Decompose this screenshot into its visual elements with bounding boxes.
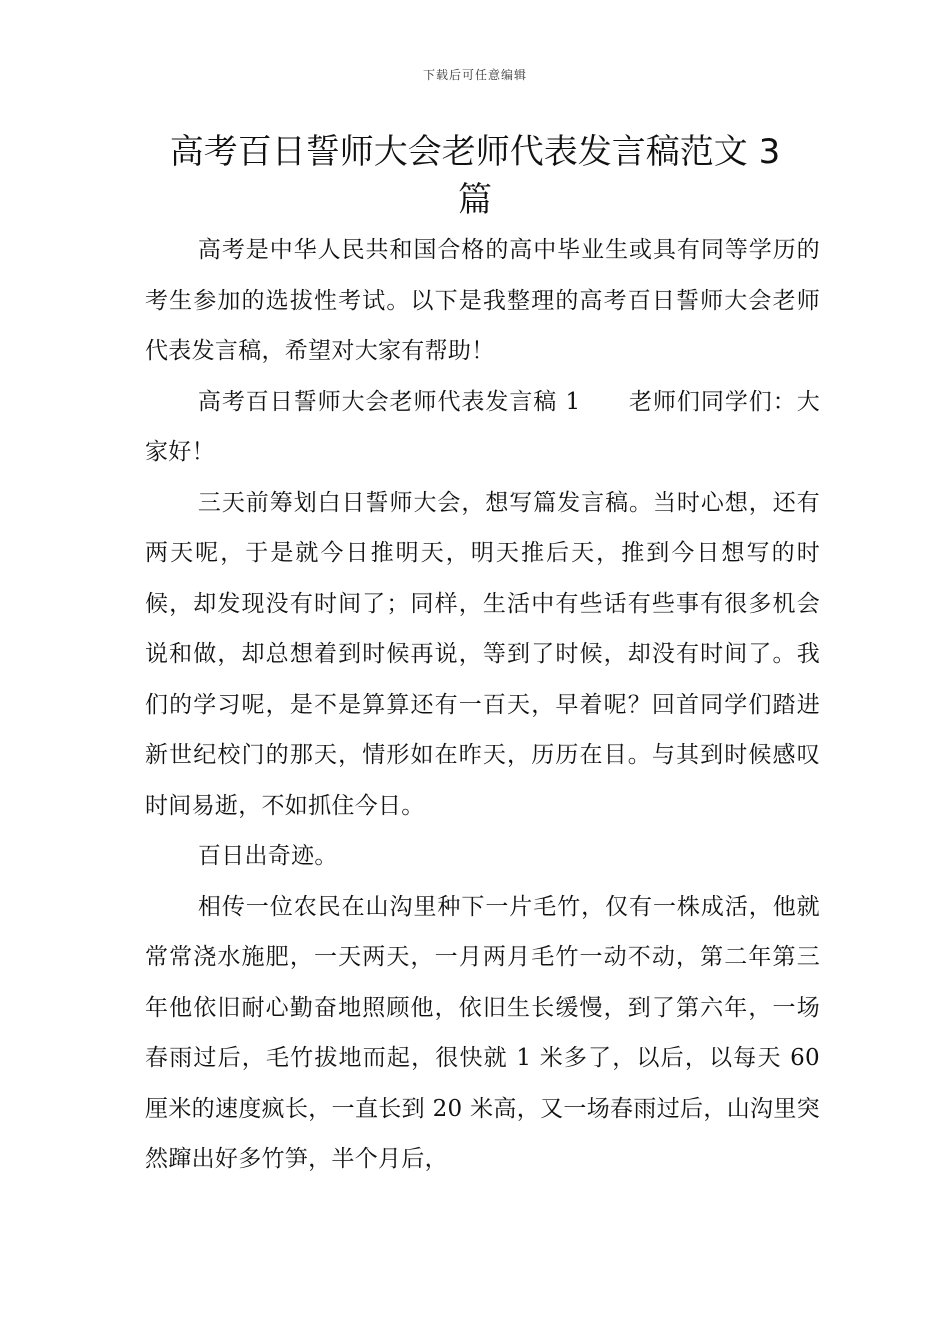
header-note: 下载后可任意编辑 — [422, 68, 527, 82]
title-line-2: 篇 — [458, 180, 492, 220]
title-line-1: 高考百日誓师大会老师代表发言稿范文 3 — [169, 132, 781, 172]
paragraph-three-days: 三天前筹划白日誓师大会，想写篇发言稿。当时心想，还有两天呢，于是就今日推明天，明天推后天，推到今日想写的时候，却发现没有时间了；同样，生活中有些话有些事有很多机会说和做，却总想着到时候再说，等到了时候，却没有时间了。我们的学习呢，是不是算算还有一百天，早着呢？回首同学们踏进新世纪校门的那天，情形如在昨天，历历在目。与其到时候感叹时间易逝，不如抓住今日。 — [145, 489, 820, 819]
document-title — [140, 128, 810, 224]
paragraph-miracle: 百日出奇迹。 — [197, 843, 338, 869]
paragraph-intro: 高考是中华人民共和国合格的高中毕业生或具有同等学历的考生参加的选拔性考试。以下是我整理的高考百日誓师大会老师代表发言稿，希望对大家有帮助！ — [145, 237, 820, 364]
paragraph-bamboo: 相传一位农民在山沟里种下一片毛竹，仅有一株成活，他就常常浇水施肥，一天两天，一月两月毛竹一动不动，第二年第三年他依旧耐心勤奋地照顾他，依旧生长缓慢，到了第六年，一场春雨过后，毛竹拔地而起，很快就 1 米多了，以后，以每天 60 厘米的速度疯长，一直长到 20 米高，又一场春雨过后，山沟里突然蹿出好多竹笋，半个月后， — [145, 893, 820, 1172]
document-body — [145, 225, 820, 1185]
paragraph-speech-heading: 高考百日誓师大会老师代表发言稿 1 老师们同学们：大家好！ — [145, 388, 820, 465]
